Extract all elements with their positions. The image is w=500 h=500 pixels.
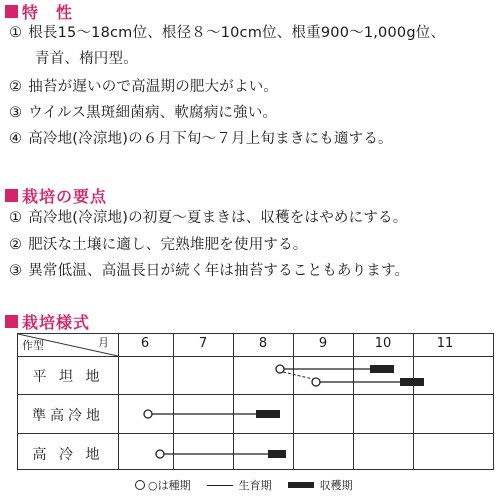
sow-circle xyxy=(144,410,152,418)
corner-label-type: 作型 xyxy=(22,339,44,352)
legend-harvest: 収穫期 xyxy=(288,477,353,493)
month-label: 9 xyxy=(318,336,328,351)
characteristic-line-1b: 青首、楕円型。 xyxy=(35,51,138,67)
section-title: 特 性 xyxy=(22,2,74,22)
characteristic-line-1: ① 根長15～18cm位、根径８～10cm位、根重900～1,000g位、 xyxy=(9,25,446,41)
corner-label-month: 月 xyxy=(98,336,109,349)
sow-circle xyxy=(156,450,164,458)
cultivation-line-3: ③ 異常低温、高温長日が続く年は抽苔することもあります。 xyxy=(9,263,410,279)
harvest-bar xyxy=(370,365,394,373)
row-label-semi-highland: 準高冷地 xyxy=(32,408,104,424)
grow-line-icon xyxy=(207,485,233,486)
legend-sow: ○は種期 xyxy=(135,477,191,493)
sow-circle-icon xyxy=(135,480,145,490)
section-heading-cultivation xyxy=(5,184,107,206)
plan-connector-dashed xyxy=(283,372,313,379)
sow-circle xyxy=(276,365,284,373)
characteristic-line-3: ③ ウイルス黒斑細菌病、軟腐病に強い。 xyxy=(9,105,278,121)
row-label-highland: 高 冷 地 xyxy=(32,447,104,463)
row-label-flatland: 平 坦 地 xyxy=(32,369,104,385)
legend-grow: 生育期 xyxy=(207,477,272,493)
schedule-table xyxy=(17,333,494,470)
characteristic-line-2: ② 抽苔が遅いので高温期の肥大がよい。 xyxy=(9,79,279,95)
heading-square-icon xyxy=(5,5,18,18)
month-label: 10 xyxy=(374,336,392,351)
sow-circle xyxy=(312,378,320,386)
section-title: 栽培様式 xyxy=(22,312,91,332)
month-label: 11 xyxy=(436,336,454,351)
schedule-marks xyxy=(18,334,493,469)
cultivation-line-2: ② 肥沃な土壌に適し、完熟堆肥を使用する。 xyxy=(9,237,308,253)
legend xyxy=(135,477,369,493)
month-label: 8 xyxy=(258,336,268,351)
month-label: 6 xyxy=(140,336,150,351)
heading-square-icon xyxy=(5,315,18,328)
characteristic-line-4: ④ 高冷地(冷涼地)の６月下旬～７月上旬まきにも適する。 xyxy=(9,131,393,147)
harvest-bar xyxy=(268,450,286,458)
heading-square-icon xyxy=(5,189,18,202)
section-title: 栽培の要点 xyxy=(22,186,108,206)
harvest-bar xyxy=(400,378,424,386)
month-label: 7 xyxy=(198,336,208,351)
harvest-bar xyxy=(256,410,280,418)
section-heading-schedule xyxy=(5,310,90,332)
cultivation-line-1: ① 高冷地(冷涼地)の初夏～夏まきは、収穫をはやめにする。 xyxy=(9,210,408,226)
section-heading-characteristics xyxy=(5,0,73,22)
harvest-bar-icon xyxy=(288,482,314,488)
